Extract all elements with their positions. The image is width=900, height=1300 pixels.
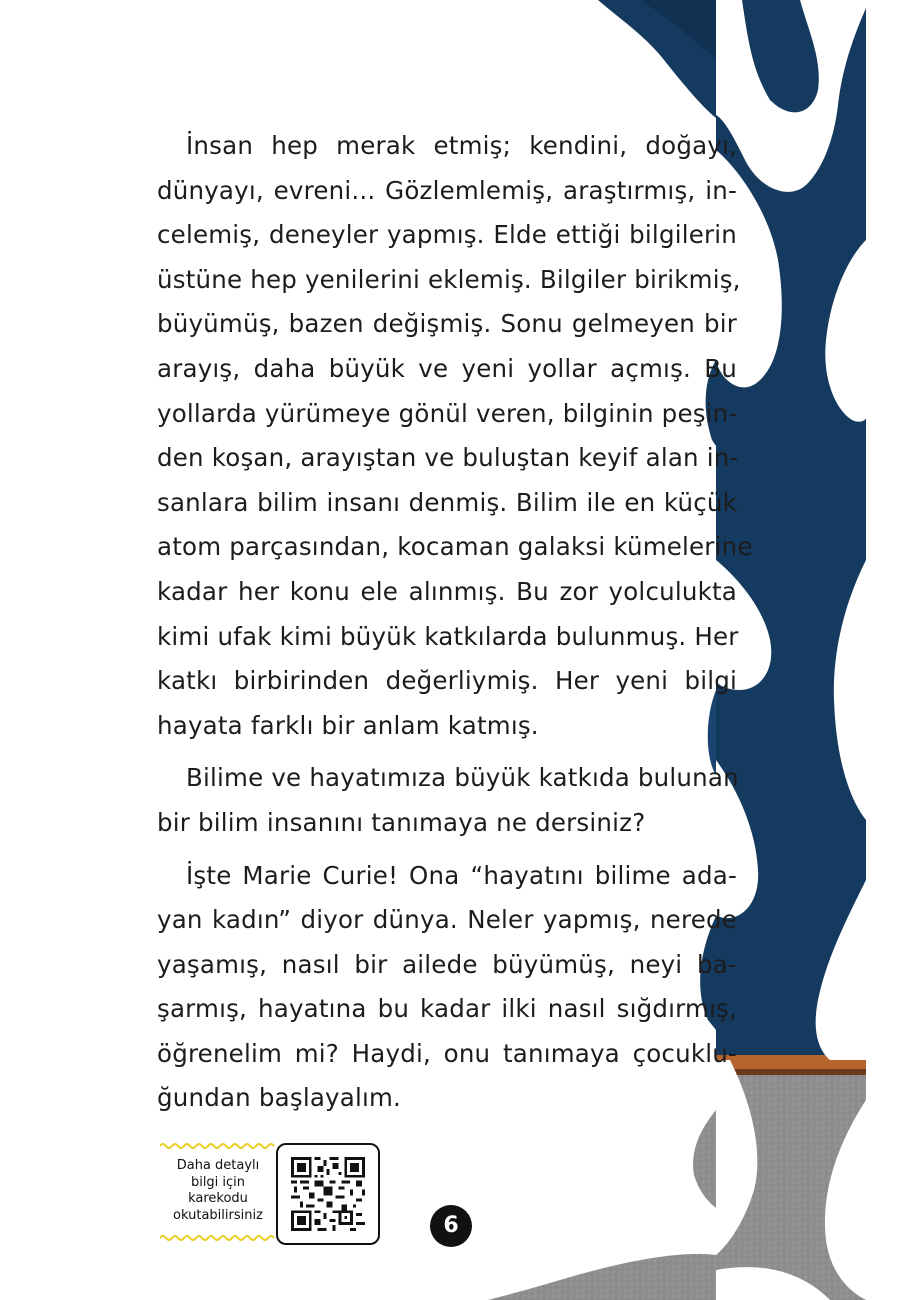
- text-line: yaşamış, nasıl bir ailede büyümüş, neyi ba-: [157, 949, 737, 979]
- text-line: dünyayı, evreni... Gözlemlemiş, araştırmış, in-: [157, 175, 737, 205]
- qr-caption: [160, 1142, 276, 1242]
- text-line: arayış, daha büyük ve yeni yollar açmış. Bu: [157, 353, 737, 383]
- text-line: bir bilim insanını tanımaya ne dersiniz?: [157, 807, 646, 837]
- text-line: büyümüş, bazen değişmiş. Sonu gelmeyen bir: [157, 309, 737, 339]
- text-line: İşte Marie Curie! Ona “hayatını bilime ada-: [186, 860, 737, 890]
- page-number: 6: [430, 1205, 472, 1247]
- wavy-line-decoration: [160, 1234, 276, 1242]
- text-line: katkı birbirinden değerliymiş. Her yeni bilgi: [157, 666, 737, 696]
- text-line: sanlara bilim insanı denmiş. Bilim ile en küçük: [157, 487, 737, 517]
- text-line: İnsan hep merak etmiş; kendini, doğayı,: [186, 131, 737, 160]
- text-line: öğrenelim mi? Haydi, onu tanımaya çocuklu-: [157, 1038, 737, 1068]
- qr-caption-line: karekodu: [188, 1191, 248, 1206]
- wavy-line-decoration: [160, 1142, 276, 1150]
- chalkboard-frame-shadow: [716, 1069, 866, 1075]
- gray-blob-bottom: [488, 1254, 716, 1300]
- body-text: [157, 124, 753, 1121]
- text-line: celemiş, deneyler yapmış. Elde ettiği bilgilerin: [157, 220, 737, 250]
- text-line: atom parçasından, kocaman galaksi kümelerine: [157, 532, 753, 562]
- text-line: hayata farklı bir anlam katmış.: [157, 710, 539, 740]
- text-line: şarmış, hayatına bu kadar ilki nasıl sığdırmış,: [157, 994, 737, 1024]
- qr-caption-line: okutabilirsiniz: [173, 1207, 263, 1223]
- text-line: yollarda yürümeye gönül veren, bilginin peşin-: [157, 398, 738, 428]
- text-line: yan kadın” diyor dünya. Neler yapmış, nerede: [157, 905, 737, 935]
- text-line: Bilime ve hayatımıza büyük katkıda bulunan: [186, 763, 739, 793]
- qr-code-icon: [291, 1157, 365, 1231]
- text-line: üstüne hep yenilerini eklemiş. Bilgiler birikmiş,: [157, 264, 741, 294]
- qr-caption-line: Daha detaylı: [176, 1158, 260, 1173]
- text-line: kimi ufak kimi büyük katkılarda bulunmuş. Her: [157, 621, 739, 651]
- gray-blob-middle: [693, 1110, 716, 1208]
- text-line: den koşan, arayıştan ve buluştan keyif alan in-: [157, 443, 739, 473]
- qr-caption-text: [160, 1158, 276, 1224]
- text-line: kadar her konu ele alınmış. Bu zor yolculukta: [157, 576, 737, 606]
- qr-code[interactable]: [276, 1143, 380, 1245]
- text-line: ğundan başlayalım.: [157, 1083, 402, 1113]
- qr-caption-line: bilgi için: [190, 1174, 246, 1190]
